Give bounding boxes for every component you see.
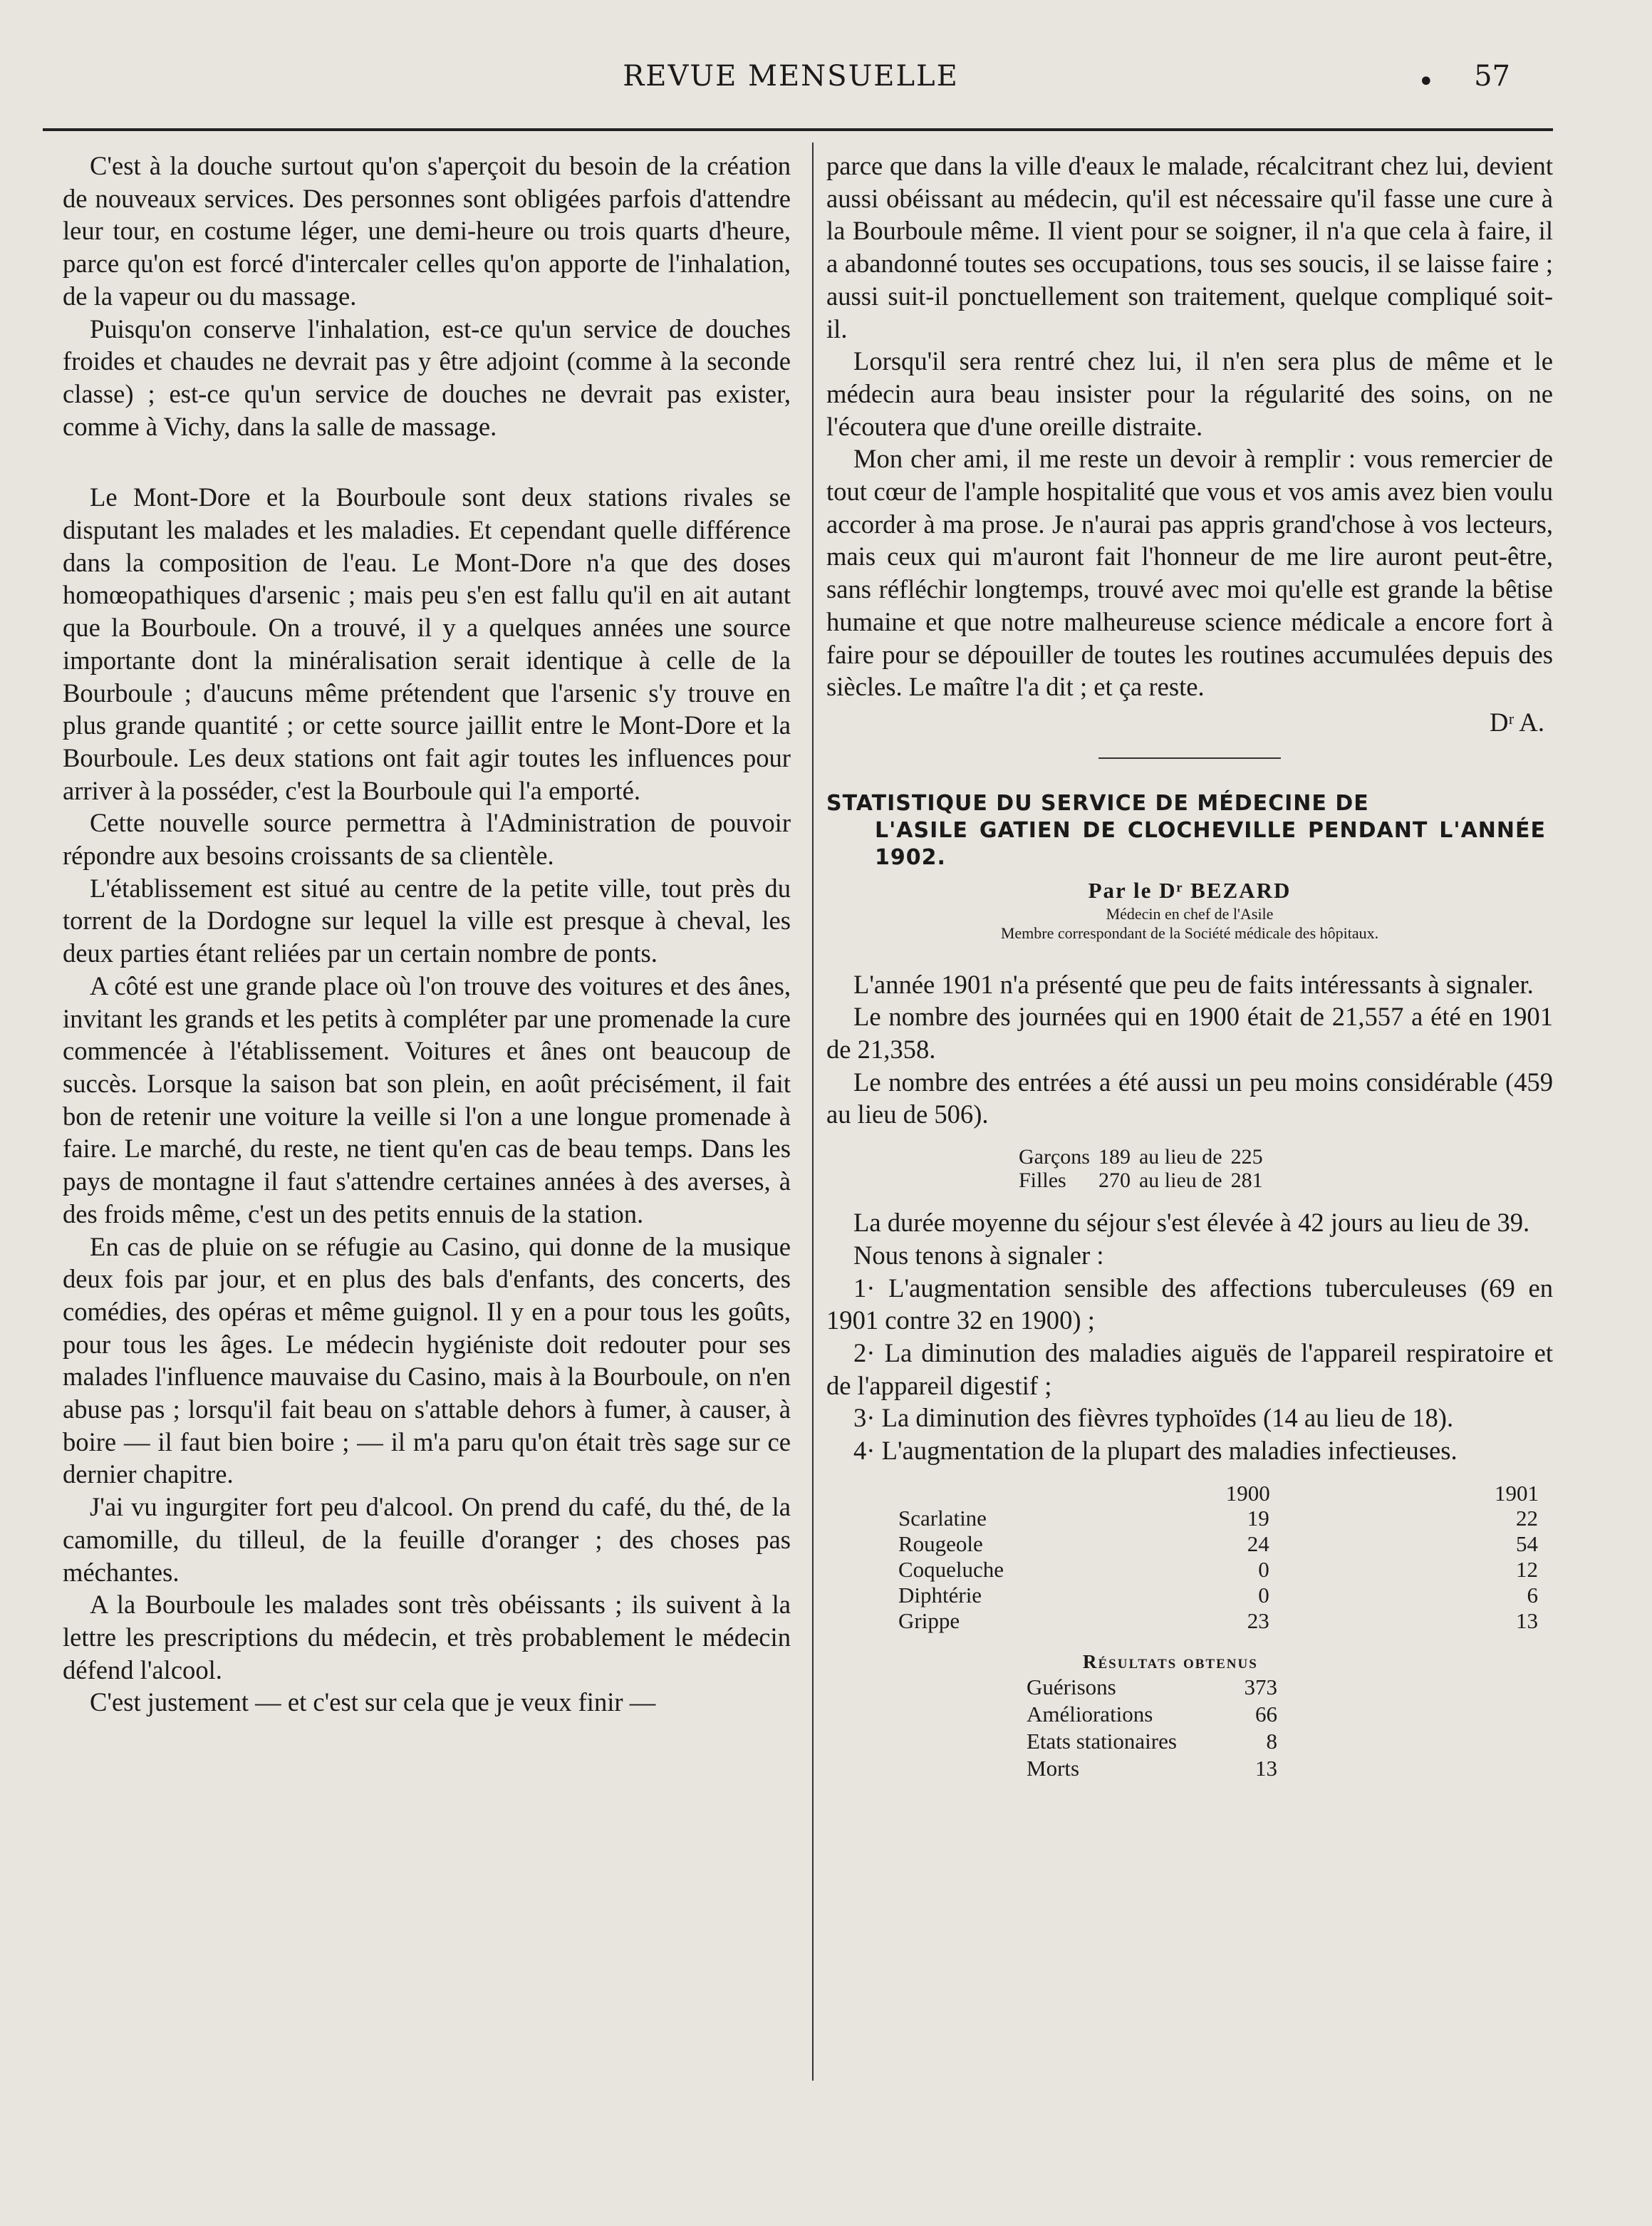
table-row: [898, 1583, 1539, 1608]
column-header-1900: 1900: [1225, 1480, 1270, 1506]
table-row: [1026, 1674, 1278, 1701]
admissions-prev: 225: [1230, 1145, 1263, 1169]
paragraph: Puisqu'on conserve l'inhalation, est-ce qu'un service de douches froides et chaudes ne devrait pas y être adjoint (comme à la seconde classe) ; est-ce qu'un service de douches ne devrait pas exister, comme à Vichy, dans la salle de massage.: [63, 314, 791, 441]
page-header: [43, 60, 1539, 103]
disease-name: Rougeole: [898, 1531, 983, 1556]
header-rule: [43, 128, 1553, 131]
disease-name: Coqueluche: [898, 1556, 1004, 1582]
signature: Dʳ A.: [1489, 707, 1544, 737]
paragraph: A côté est une grande place où l'on trouve des voitures et des ânes, invitant les grands et les petits à compléter par une promenade la cure commencée à l'établissement. Voitures et ânes ont beaucoup de succès. Lorsque la saison bat son plein, en août précisément, il fait bon de retenir une voiture la veille si l'on a une longue promenade à faire. Le marché, du reste, ne tient qu'en cas de beau temps. Dans les pays de montagne il faut s'attendre certaines années à des averses, à des froids même, c'est un des petits ennuis de la station.: [63, 970, 791, 1228]
article-title-rest: L'ASILE GATIEN DE CLOCHEVILLE PENDANT L'ANNÉE 1902.: [875, 817, 1546, 870]
table-row: [1019, 1145, 1272, 1169]
value-1900: 19: [1247, 1505, 1269, 1531]
paragraph: parce que dans la ville d'eaux le malade, récalcitrant chez lui, devient aussi obéissant au médecin, qu'il est nécessaire qu'il fasse une cure à la Bourboule même. Il vient pour se soigner, il n'a que cela à faire, il a abandonné toutes ses occupations, tous ses soucis, il se laisse faire ; aussi suit-il ponctuellement son traitement, quelque compliqué soit-il.: [826, 151, 1553, 343]
paragraph: L'année 1901 n'a présenté que peu de faits intéressants à signaler.: [853, 969, 1534, 999]
paragraph: C'est justement — et c'est sur cela que je veux finir —: [90, 1687, 656, 1717]
byline: Par le Dʳ BEZARD: [1088, 877, 1292, 903]
paragraph: 4· L'augmentation de la plupart des maladies infectieuses.: [853, 1436, 1458, 1466]
value-1901: 22: [1516, 1505, 1538, 1531]
result-value: 373: [1244, 1674, 1277, 1699]
page-number: 57: [1474, 60, 1510, 93]
table-header-row: [898, 1481, 1539, 1506]
table-row: [898, 1557, 1539, 1583]
article-title: [826, 790, 1553, 871]
value-1901: 54: [1516, 1531, 1538, 1556]
paragraph: A la Bourboule les malades sont très obéissants ; ils suivent à la lettre les prescriptions du médecin, et très probablement le médecin défend l'alcool.: [63, 1590, 791, 1684]
result-value: 66: [1255, 1701, 1277, 1727]
value-1900: 24: [1247, 1531, 1269, 1556]
paragraph: Le nombre des entrées a été aussi un peu moins considérable (459 au lieu de 506).: [826, 1067, 1553, 1129]
table-row: [898, 1506, 1539, 1531]
disease-table: [898, 1481, 1539, 1634]
admissions-label: Garçons: [1019, 1145, 1090, 1169]
admissions-label: Filles: [1019, 1169, 1066, 1193]
affiliation-1: Médecin en chef de l'Asile: [1106, 904, 1274, 923]
admissions-prev: 281: [1230, 1169, 1263, 1193]
admissions-value: 189: [1098, 1145, 1131, 1169]
right-column: [826, 150, 1553, 1782]
paragraph: J'ai vu ingurgiter fort peu d'alcool. On prend du café, du thé, de la camomille, du tilleul, de la feuille d'oranger ; des choses pas méchantes.: [63, 1492, 791, 1587]
paragraph: C'est à la douche surtout qu'on s'aperçoit du besoin de la création de nouveaux services. Des personnes sont obligées parfois d'attendre leur tour, en costume léger, une demi-heure ou trois quarts d'heure, parce qu'on est forcé d'intercaler celles qu'on apporte de l'inhalation, de la vapeur ou du massage.: [63, 151, 791, 311]
paragraph: La durée moyenne du séjour s'est élevée à 42 jours au lieu de 39.: [853, 1208, 1530, 1238]
value-1901: 6: [1527, 1582, 1538, 1608]
results-table: [1026, 1674, 1278, 1782]
value-1900: 23: [1247, 1608, 1269, 1633]
result-name: Guérisons: [1027, 1674, 1116, 1699]
admissions-text: au lieu de: [1138, 1169, 1222, 1193]
result-value: 8: [1266, 1728, 1277, 1754]
paragraph: Lorsqu'il sera rentré chez lui, il n'en sera plus de même et le médecin aura beau insister pour la régularité des soins, on ne l'écoutera que d'une oreille distraite.: [826, 346, 1553, 441]
table-row: [1026, 1755, 1278, 1782]
paragraph: 2· La diminution des maladies aiguës de l'appareil respiratoire et de l'appareil digestif ;: [826, 1337, 1553, 1400]
table-row: [1026, 1728, 1278, 1755]
paragraph: Le Mont-Dore et la Bourboule sont deux stations rivales se disputant les malades et les maladies. Et cependant quelle différence dans la composition de l'eau. Le Mont-Dore n'a que des doses homœopathiques d'arsenic ; mais peu s'en est fallu qu'il en ait autant que la Bourboule. On a trouvé, il y a quelques années une source importante dont la minéralisation serait identique à celle de la Bourboule ; d'aucuns même prétendent que l'arsenic s'y trouve en plus grande quantité ; or cette source jaillit entre le Mont-Dore et la Bourboule. Les deux stations ont fait agir toutes les influences pour arriver à la posséder, c'est la Bourboule qui l'a emporté.: [63, 482, 791, 805]
affiliation-2: Membre correspondant de la Société médicale des hôpitaux.: [1000, 923, 1379, 942]
value-1901: 13: [1516, 1608, 1538, 1633]
table-row: [898, 1608, 1539, 1634]
table-row: [1026, 1701, 1278, 1728]
paragraph: 3· La diminution des fièvres typhoïdes (14 au lieu de 18).: [853, 1403, 1454, 1433]
paragraph: En cas de pluie on se réfugie au Casino, qui donne de la musique deux fois par jour, et en plus des bals d'enfants, des concerts, des comédies, des opéras et même guignol. Il y en a pour tous les goûts, pour tous les âges. Le médecin hygiéniste doit redouter pour ses malades l'influence mauvaise du Casino, mais à la Bourboule, on n'en abuse pas ; lorsqu'il fait beau on s'attable dehors à fumer, à causer, à boire — il faut bien boire ; — il m'a paru qu'on était très sage sur ce dernier chapitre.: [63, 1231, 791, 1489]
column-divider: [812, 143, 814, 2081]
value-1900: 0: [1258, 1556, 1269, 1582]
value-1901: 12: [1516, 1556, 1538, 1582]
disease-name: Grippe: [898, 1608, 960, 1633]
table-row: [898, 1531, 1539, 1557]
table-row: [1019, 1169, 1272, 1192]
paragraph: Le nombre des journées qui en 1900 était de 21,557 a été en 1901 de 21,358.: [826, 1002, 1553, 1065]
value-1900: 0: [1258, 1582, 1269, 1608]
header-dot: •: [1418, 66, 1435, 98]
paragraph: Nous tenons à signaler :: [853, 1240, 1104, 1270]
admissions-table: [1019, 1145, 1272, 1192]
article-title-line-1: STATISTIQUE DU SERVICE DE MÉDECINE DE: [826, 790, 1369, 816]
result-name: Etats stationaires: [1027, 1728, 1177, 1754]
results-title: Résultats obtenus: [1083, 1650, 1258, 1672]
admissions-text: au lieu de: [1138, 1145, 1222, 1169]
paragraph: 1· L'augmentation sensible des affections tuberculeuses (69 en 1901 contre 32 en 1900) ;: [826, 1273, 1553, 1335]
result-name: Morts: [1027, 1755, 1080, 1781]
running-head: REVUE MENSUELLE: [623, 60, 959, 93]
admissions-value: 270: [1098, 1169, 1131, 1193]
result-name: Améliorations: [1027, 1701, 1153, 1727]
column-header-1901: 1901: [1495, 1480, 1539, 1506]
result-value: 13: [1255, 1755, 1277, 1781]
paragraph: Cette nouvelle source permettra à l'Administration de pouvoir répondre aux besoins croissants de sa clientèle.: [63, 808, 791, 871]
disease-name: Diphtérie: [898, 1582, 982, 1608]
section-gap: [63, 442, 791, 481]
left-column: [63, 150, 791, 1719]
disease-name: Scarlatine: [898, 1505, 987, 1531]
paragraph: L'établissement est situé au centre de la petite ville, tout près du torrent de la Dordogne sur lequel la ville est presque à cheval, les deux parties étant reliées par un certain nombre de ponts.: [63, 873, 791, 968]
paragraph: Mon cher ami, il me reste un devoir à remplir : vous remercier de tout cœur de l'ample hospitalité que vous et vos amis avez bien voulu accorder à ma prose. Je n'aurai pas appris grand'chose à vos lecteurs, mais ceux qui m'auront fait l'honneur de me lire auront peut-être, sans réfléchir longtemps, trouvé avec moi qu'elle est grande la bêtise humaine et que notre malheureuse science médicale a encore fort à faire pour se dépouiller de toutes les routines accumulées depuis des siècles. Le maître l'a dit ; et ça reste.: [826, 444, 1553, 702]
separator-rule: [1098, 757, 1281, 759]
